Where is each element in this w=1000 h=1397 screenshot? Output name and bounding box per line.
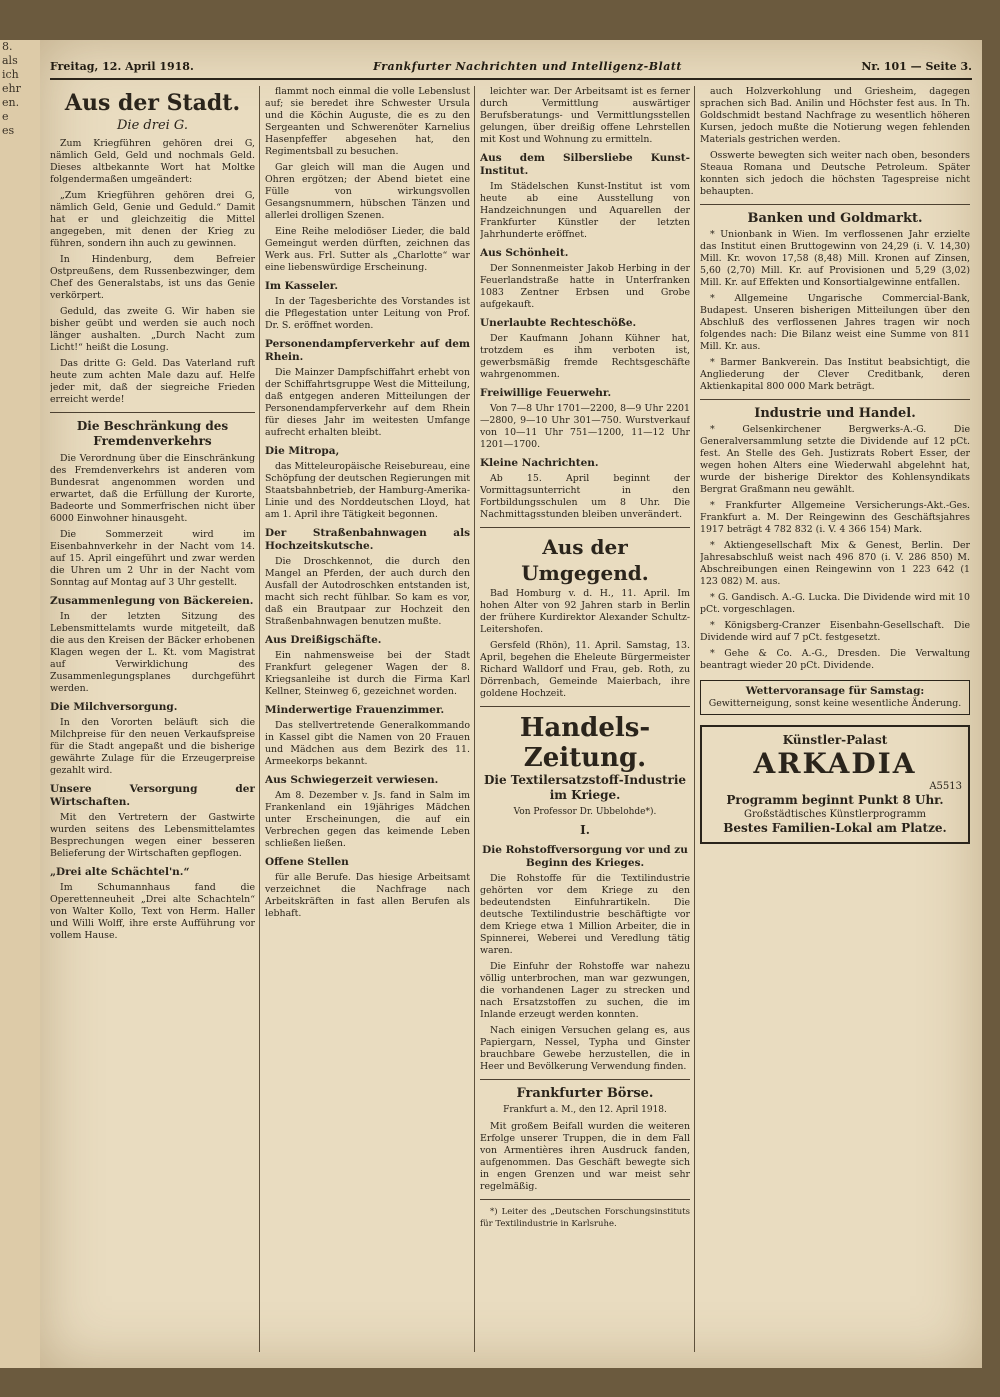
article-heading: Unsere Versorgung der Wirtschaften.: [50, 783, 255, 808]
section-title-boerse: Frankfurter Börse.: [516, 1086, 654, 1101]
article-heading: Die Mitropa,: [265, 445, 340, 457]
section-title-handel: Handels-Zeitung.: [519, 713, 651, 773]
paragraph: Der Sonnenmeister Jakob Herbing in der Feuerlandstraße hatte in Unterfranken 1083 Zentner Erbsen und Grobe aufgekauft.: [480, 263, 690, 310]
paragraph: Ab 15. April beginnt der Vormittagsunterricht in den Fortbildungsschulen um 8 Uhr. Die Nachmittagsstunden bleiben unverändert.: [480, 473, 690, 520]
footnote: *) Leiter des „Deutschen Forschungsinstituts für Textilindustrie in Karlsruhe.: [480, 1207, 690, 1229]
section-title-umgegend: Aus der Umgegend.: [521, 535, 649, 585]
paragraph: Gar gleich will man die Augen und Ohren ergötzen; der Abend bietet eine Fülle von wirkungsvollen Gesangsnummern, hübschen Tänzen und allerlei drolligen Szenen.: [265, 162, 470, 221]
paragraph: Die Sommerzeit wird im Eisenbahnverkehr in der Nacht vom 14. auf 15. April eingeführt und zwar werden die Uhren um 2 Uhr in der Nacht vom Sonntag auf Montag auf 3 Uhr gestellt.: [50, 529, 255, 588]
paragraph: Ein nahmensweise bei der Stadt Frankfurt gelegener Wagen der 8. Kriegsanleihe ist durch die Firma Karl Kellner, Steinweg 6, gezeichnet worden.: [265, 650, 470, 697]
paragraph: Gersfeld (Rhön), 11. April. Samstag, 13. April, begehen die Eheleute Bürgermeister Richard Walldorf und Frau, geb. Roth, zu Dörrenbach, Gemeinde Maierbach, ihre goldene Hochzeit.: [480, 640, 690, 699]
paragraph: Zum Kriegführen gehören drei G, nämlich Geld, Geld und nochmals Geld. Dieses altbekannte Wort hat Moltke folgendermaßen umgeändert:: [50, 138, 255, 185]
paragraph: * Barmer Bankverein. Das Institut beabsichtigt, die Angliederung der Clever Creditbank, deren Aktienkapital 800 000 Mark beträgt.: [700, 357, 970, 392]
paragraph: Nach einigen Versuchen gelang es, aus Papiergarn, Nessel, Typha und Ginster brauchbare Gewebe herzustellen, die in Heer und Bevölkerung Verwendung finden.: [480, 1025, 690, 1072]
paragraph: * Königsberg-Cranzer Eisenbahn-Gesellschaft. Die Dividende wird auf 7 pCt. festgesetzt.: [700, 620, 970, 643]
part-number: I.: [580, 823, 590, 837]
article-heading: Personendampferverkehr auf dem Rhein.: [265, 338, 470, 363]
paragraph: Die Rohstoffe für die Textilindustrie gehörten vor dem Kriege zu den bedeutendsten Einfuhrartikeln. Die deutsche Textilindustrie beschäftigte vor dem Kriege etwa 1 Million Arbeiter, die in Spinnerei, Weberei und Veredlung tätig waren.: [480, 873, 690, 956]
paragraph: Bad Homburg v. d. H., 11. April. Im hohen Alter von 92 Jahren starb in Berlin der frühere Kurdirektor Alexander Schultz-Leitershofen.: [480, 588, 690, 635]
paragraph: Im Städelschen Kunst-Institut ist vom heute ab eine Ausstellung von Handzeichnungen und Aquarellen der Frankfurter Künstler der letzten Jahrhunderte eröffnet.: [480, 181, 690, 240]
paragraph: * G. Gandisch. A.-G. Lucka. Die Dividende wird mit 10 pCt. vorgeschlagen.: [700, 592, 970, 615]
weather-box: [700, 680, 970, 715]
paragraph: Das stellvertretende Generalkommando in Kassel gibt die Namen von 20 Frauen und Mädchen aus dem Bezirk des 11. Armeekorps bekannt.: [265, 720, 470, 767]
article-heading: Zusammenlegung von Bäckereien.: [50, 595, 254, 607]
paragraph: * Allgemeine Ungarische Commercial-Bank, Budapest. Unseren bisherigen Mitteilungen über den Abschluß des verflossenen Jahres tragen wir noch folgendes nach: Die Bilanz weist eine Summe von 811 Mill. Kr. aus.: [700, 293, 970, 352]
masthead: [50, 60, 972, 80]
ad-code: A5513: [929, 781, 962, 792]
article-heading: Der Straßenbahnwagen als Hochzeitskutsche.: [265, 527, 470, 552]
article-heading: Die Rohstoffversorgung vor und zu Beginn des Krieges.: [482, 844, 688, 869]
paragraph: flammt noch einmal die volle Lebenslust auf; sie beredet ihre Schwester Ursula und die Köchin Auguste, die es zu den Sergeanten und Schwerenöter Karnelius Hasenpfeffer abgesehen hat, den Regimentsball zu besuchen.: [265, 86, 470, 157]
divider: [700, 399, 970, 400]
article-heading: Minderwertige Frauenzimmer.: [265, 704, 445, 716]
paragraph: Mit den Vertretern der Gastwirte wurden seitens des Lebensmittelamtes Besprechungen wegen einer besseren Belieferung der Wirtschaften gepflogen.: [50, 812, 255, 859]
paragraph: * Gelsenkirchener Bergwerks-A.-G. Die Generalversammlung setzte die Dividende auf 12 pCt. fest. An Stelle des Geh. Justizrats Robert Esser, der wegen hohen Alters eine Wiederwahl abgelehnt hat, wurde der bisherige Direktor des Kohlensyndikats Bergrat Graßmann neu gewählt.: [700, 424, 970, 495]
divider: [480, 1199, 690, 1200]
ad-line: Großstädtisches Künstlerprogramm: [743, 809, 927, 820]
column-4: [700, 86, 970, 1352]
paragraph: Eine Reihe melodiöser Lieder, die bald Gemeingut werden dürften, zeichnen das Werk aus. Frl. Sutter als „Charlotte“ war eine liebenswürdige Erscheinung.: [265, 226, 470, 273]
article-heading: Kleine Nachrichten.: [480, 457, 599, 469]
strip-fragment: en.: [2, 96, 20, 109]
paragraph: In der Tagesberichte des Vorstandes ist die Pflegestation unter Leitung von Prof. Dr. S. eröffnet worden.: [265, 296, 470, 331]
divider: [480, 527, 690, 528]
article-heading: Aus dem Silbersliebe Kunst-Institut.: [480, 152, 690, 177]
article-heading: Freiwillige Feuerwehr.: [480, 387, 612, 399]
column-1: [50, 86, 255, 1352]
column-rule: [259, 86, 260, 1352]
paragraph: für alle Berufe. Das hiesige Arbeitsamt verzeichnet die Nachfrage nach Arbeitskräften in fast allen Berufen als lebhaft.: [265, 872, 470, 919]
article-heading: Die Milchversorgung.: [50, 701, 178, 713]
boerse-dateline: Frankfurt a. M., den 12. April 1918.: [503, 1105, 667, 1115]
article-subtitle: Die drei G.: [117, 118, 188, 133]
paragraph: Geduld, das zweite G. Wir haben sie bisher geübt und werden sie auch noch länger aushalten. „Durch Nacht zum Licht!“ heißt die Losung.: [50, 306, 255, 353]
article-heading: Offene Stellen: [265, 856, 349, 868]
section-title-industrie: Industrie und Handel.: [754, 406, 916, 421]
article-heading: Im Kasseler.: [265, 280, 339, 292]
paragraph: In den Vororten beläuft sich die Milchpreise für den neuen Verkaufspreise für die Stadt angepaßt und die bisherige gewährte Zulage für die Erzeugerpreise gezahlt wird.: [50, 717, 255, 776]
strip-fragment: als: [2, 54, 18, 67]
article-heading: Aus Dreißigschäfte.: [265, 634, 382, 646]
paragraph: das Mitteleuropäische Reisebureau, eine Schöpfung der deutschen Regierungen mit Staatsbahnbetrieb, der Hamburg-Amerika-Linie und des Norddeutschen Lloyd, hat am 1. April ihre Tätigkeit begonnen.: [265, 461, 470, 520]
issue-date: Freitag, 12. April 1918.: [50, 60, 194, 73]
ad-line: Bestes Familien-Lokal am Platze.: [723, 821, 947, 835]
arkadia-advertisement: [700, 725, 970, 844]
weather-title: Wettervoransage für Samstag:: [745, 685, 925, 697]
paragraph: * Unionbank in Wien. Im verflossenen Jahr erzielte das Institut einen Bruttogewinn von 24,29 (i. V. 14,30) Mill. Kr. wovon 17,58 (8,48) Mill. Kronen auf Zinsen, 5,60 (2,70) Mill. Kr. auf Provisionen und 5,29 (3,02) Mill. Kr. auf Effekten und Konsortialgewinne entfallen.: [700, 229, 970, 288]
paragraph: In der letzten Sitzung des Lebensmittelamts wurde mitgeteilt, daß die aus den Kreisen der Bäcker erhobenen Klagen wegen der L. Kt. vom Magistrat auf Verwirklichung des Zusammenlegungsplanes durchgeführt werden.: [50, 611, 255, 694]
section-title-banken: Banken und Goldmarkt.: [747, 211, 923, 226]
paragraph: * Gehe & Co. A.-G., Dresden. Die Verwaltung beantragt wieder 20 pCt. Dividende.: [700, 648, 970, 671]
paragraph: Osswerte bewegten sich weiter nach oben, besonders Steaua Romana und Deutsche Petroleum. Später konnten sich jedoch die höchsten Tagespreise nicht behaupten.: [700, 150, 970, 197]
ad-venue-name: ARKADIA: [753, 747, 917, 780]
paragraph: auch Holzverkohlung und Griesheim, dagegen sprachen sich Bad. Anilin und Höchster fest aus. In Th. Goldschmidt bestand Nachfrage zu wesentlich höheren Kursen, jedoch mußte die Notierung wegen fehlenden Materials gestrichen werden.: [700, 86, 970, 145]
strip-fragment: 8.: [2, 40, 13, 53]
paragraph: Von 7—8 Uhr 1701—2200, 8—9 Uhr 2201—2800, 9—10 Uhr 301—750. Wurstverkauf von 10—11 Uhr 751—1200, 11—12 Uhr 1201—1700.: [480, 403, 690, 450]
paragraph: Der Kaufmann Johann Kühner hat, trotzdem es ihm verboten ist, gewerbsmäßig fremde Rechtsgeschäfte wahrgenommen.: [480, 333, 690, 380]
article-heading: Aus Schönheit.: [480, 247, 569, 259]
article-author: Von Professor Dr. Ubbelohde*).: [513, 807, 657, 817]
strip-fragment: e: [2, 110, 9, 123]
paragraph: „Zum Kriegführen gehören drei G, nämlich Geld, Genie und Geduld.“ Damit hat er und gleichzeitig die Mittel angegeben, mit denen der Krieg zu führen, sondern ihn auch zu gewinnen.: [50, 190, 255, 249]
paragraph: Am 8. Dezember v. Js. fand in Salm im Frankenland ein 19jähriges Mädchen unter Erscheinungen, die auf ein Verbrechen gegen das keimende Leben schließen ließen.: [265, 790, 470, 849]
adjacent-page-strip: [0, 40, 40, 1368]
paragraph: Die Droschkennot, die durch den Mangel an Pferden, der auch durch den Ausfall der Autodroschken entstanden ist, macht sich recht fühlbar. So kam es vor, daß ein Brautpaar zur Hochzeit den Straßenbahnwagen benutzen mußte.: [265, 556, 470, 627]
section-title-stadt: Aus der Stadt.: [64, 90, 241, 116]
paragraph: Das dritte G: Geld. Das Vaterland ruft heute zum achten Male dazu auf. Helfe jeder mit, daß der siegreiche Frieden erreicht werde!: [50, 358, 255, 405]
article-heading: Unerlaubte Rechteschöße.: [480, 317, 637, 329]
paragraph: Die Einfuhr der Rohstoffe war nahezu völlig unterbrochen, man war gezwungen, die vorhandenen Lager zu strecken und nach Ersatzstoffen zu suchen, die im Inlande erzeugt werden konnten.: [480, 961, 690, 1020]
column-rule: [694, 86, 695, 1352]
paragraph: * Aktiengesellschaft Mix & Genest, Berlin. Der Jahresabschluß weist nach 496 870 (i. V. 286 850) M. Abschreibungen einen Reingewinn von 1 223 642 (1 123 082) M. aus.: [700, 540, 970, 587]
divider: [480, 706, 690, 707]
strip-fragment: ich: [2, 68, 19, 81]
divider: [480, 1079, 690, 1080]
ad-line: Programm beginnt Punkt 8 Uhr.: [726, 793, 944, 807]
ad-venue-type: Künstler-Palast: [782, 733, 888, 747]
paragraph: Die Verordnung über die Einschränkung des Fremdenverkehrs ist anderen vom Bundesrat angenommen worden und erwartet, daß die Erfüllung der Kurorte, Badeorte und Sommerfrischen nicht über 6000 Einwohner hinausgeht.: [50, 453, 255, 524]
newspaper-name: Frankfurter Nachrichten und Intelligenz-Blatt: [373, 60, 683, 73]
issue-number: Nr. 101 — Seite 3.: [861, 60, 972, 73]
paragraph: leichter war. Der Arbeitsamt ist es ferner durch Vermittlung auswärtiger Berufsberatungs- und Vermittlungsstellen gelungen, über dreißig offene Lehrstellen mit Kost und Wohnung zu ermitteln.: [480, 86, 690, 145]
strip-fragment: ehr: [2, 82, 21, 95]
paragraph: * Frankfurter Allgemeine Versicherungs-Akt.-Ges. Frankfurt a. M. Der Reingewinn des Geschäftsjahres 1917 beträgt 4 782 832 (i. V. 4 366 154) Mark.: [700, 500, 970, 535]
newspaper-page: [40, 40, 982, 1368]
strip-fragment: es: [2, 124, 15, 137]
weather-text: Gewitterneigung, sonst keine wesentliche Änderung.: [708, 698, 962, 709]
article-heading: Aus Schwiegerzeit verwiesen.: [265, 774, 439, 786]
column-2: [265, 86, 470, 1352]
column-3: [480, 86, 690, 1352]
article-headline: Die Textilersatzstoff-Industrie im Kriege.: [483, 773, 687, 802]
divider: [50, 412, 255, 413]
article-heading: „Drei alte Schächtel'n.“: [50, 866, 190, 878]
paragraph: Die Mainzer Dampfschiffahrt erhebt von der Schiffahrtsgruppe West die Mitteilung, daß entgegen anderen Mitteilungen der Personendampferverkehr auf dem Rhein für dieses Jahr im weitesten Umfange aufrecht erhalten bleibt.: [265, 367, 470, 438]
column-rule: [474, 86, 475, 1352]
paragraph: Im Schumannhaus fand die Operettenneuheit „Drei alte Schachteln“ von Walter Kollo, Text von Herm. Haller und Willi Wolff, ihre erste Aufführung vor vollem Hause.: [50, 882, 255, 941]
paragraph: Mit großem Beifall wurden die weiteren Erfolge unserer Truppen, die in dem Fall von Armentières ihren Ausdruck fanden, aufgenommen. Das Geschäft bewegte sich in engen Grenzen und war meist sehr regelmäßig.: [480, 1121, 690, 1192]
divider: [700, 204, 970, 205]
article-heading: Die Beschränkung des Fremdenverkehrs: [76, 419, 229, 448]
paragraph: In Hindenburg, dem Befreier Ostpreußens, dem Russenbezwinger, dem Chef des Generalstabs, ist uns das Genie verkörpert.: [50, 254, 255, 301]
